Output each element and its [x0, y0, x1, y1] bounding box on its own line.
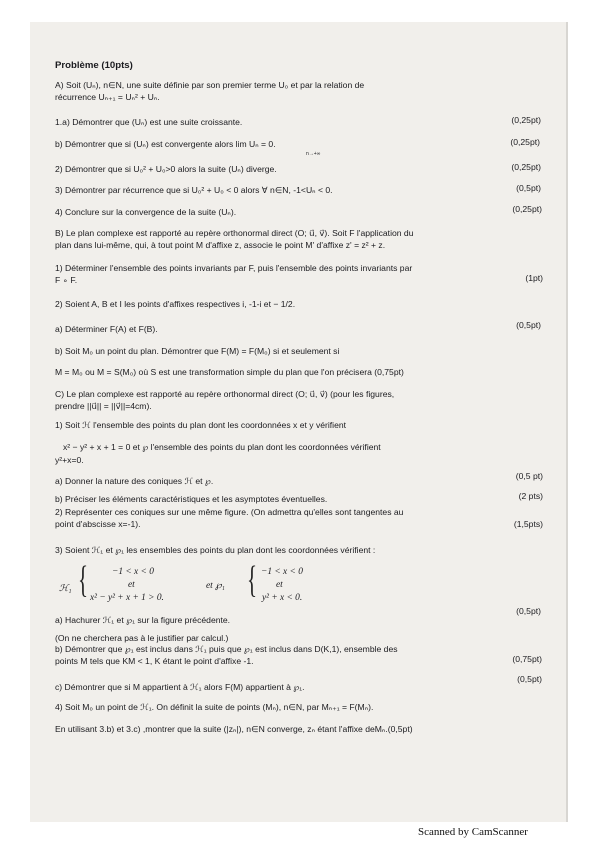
- text-line: A) Soit (Uₙ), n∈N, une suite définie par son premier terme U₀ et par la relation de: [55, 80, 365, 90]
- text-line: prendre ||u⃗|| = ||v⃗||=4cm).: [55, 401, 152, 411]
- points-label: (0,5 pt): [515, 471, 543, 481]
- brace-left: {: [78, 559, 89, 601]
- points-label: (0,5pt): [516, 320, 541, 330]
- question-4: 4) Conclure sur la convergence de la suite (Uₙ).: [55, 207, 237, 217]
- question-c1a: a) Donner la nature des coniques ℋ et ℘.: [55, 476, 214, 486]
- question-b2a: a) Déterminer F(A) et F(B).: [55, 324, 158, 334]
- question-c1b: b) Préciser les éléments caractéristiques et les asymptotes éventuelles.: [55, 494, 328, 504]
- text-line: (On ne cherchera pas à le justifier par calcul.): [55, 633, 229, 643]
- text-line: En utilisant 3.b) et 3.c) ,montrer que la suite (|zₙ|), n∈N converge, zₙ étant l'affixe deMₙ.(0,5pt): [55, 724, 413, 734]
- question-b1: 1) Déterminer l'ensemble des points invariants par F, puis l'ensemble des points invariants par: [55, 263, 413, 273]
- question-1b: b) Démontrer que si (Uₙ) est convergente alors lim Uₙ = 0.: [55, 139, 276, 149]
- system-p-row3: y² + x < 0.: [262, 593, 303, 603]
- problem-title: Problème (10pts): [55, 60, 133, 71]
- points-label: (1pt): [525, 273, 543, 283]
- text-line: points M tels que KM < 1, K étant le point d'affixe -1.: [55, 656, 254, 666]
- text-line: B) Le plan complexe est rapporté au repère orthonormal direct (O; u⃗, v⃗). Soit F l'application du: [55, 228, 414, 238]
- system-joiner: et ℘₁: [206, 581, 225, 591]
- text-line: plan dans lui-même, qui, à tout point M d'affixe z, associe le point M' d'affixe z' = z² + z.: [55, 240, 386, 250]
- question-3: 3) Démontrer par récurrence que si U₀² + U₀ < 0 alors ∀ n∈N, -1<Uₙ < 0.: [55, 185, 333, 195]
- scanner-footer: Scanned by CamScanner: [418, 826, 528, 838]
- system-h-row2: et: [128, 580, 135, 590]
- question-c4: 4) Soit M₀ un point de ℋ₁. On définit la suite de points (Mₙ), n∈N, par Mₙ₊₁ = F(Mₙ).: [55, 702, 374, 712]
- system-h-row1: −1 < x < 0: [112, 567, 154, 577]
- text-line: récurrence Uₙ₊₁ = Uₙ² + Uₙ.: [55, 92, 160, 102]
- limit-subscript: n→+∞: [306, 151, 321, 157]
- question-1a: 1.a) Démontrer que (Uₙ) est une suite croissante.: [55, 117, 243, 127]
- set-h1-label: ℋ₁: [59, 584, 72, 594]
- brace-right: {: [247, 559, 258, 601]
- system-h-row3: x² − y² + x + 1 > 0.: [90, 593, 164, 603]
- points-label: (0,5pt): [516, 183, 541, 193]
- text-line: F ∘ F.: [55, 275, 78, 285]
- question-c1: 1) Soit ℋ l'ensemble des points du plan dont les coordonnées x et y vérifient: [55, 420, 347, 430]
- points-label: (0,25pt): [511, 115, 541, 125]
- text-line: x² − y² + x + 1 = 0 et ℘ l'ensemble des points du plan dont les coordonnées vérifient: [63, 442, 381, 452]
- points-label: (0,5pt): [516, 606, 541, 616]
- system-p-row1: −1 < x < 0: [261, 567, 303, 577]
- question-c2: 2) Représenter ces coniques sur une même figure. (On admettra qu'elles sont tangentes au: [55, 507, 404, 517]
- question-c3b: b) Démontrer que ℘₁ est inclus dans ℋ₁ puis que ℘₁ est inclus dans D(K,1), ensemble des: [55, 644, 398, 654]
- text-line: y²+x=0.: [55, 455, 84, 465]
- points-label: (0,25pt): [512, 204, 542, 214]
- question-b2: 2) Soient A, B et I les points d'affixes respectives i, -1-i et − 1/2.: [55, 299, 296, 309]
- points-label: (0,5pt): [517, 674, 542, 684]
- system-p-row2: et: [276, 580, 283, 590]
- points-label: (0,75pt): [512, 654, 542, 664]
- question-c3c: c) Démontrer que si M appartient à ℋ₁ alors F(M) appartient à ℘₁.: [55, 682, 305, 692]
- question-c3a: a) Hachurer ℋ₁ et ℘₁ sur la figure précédente.: [55, 615, 231, 625]
- points-label: (2 pts): [518, 491, 543, 501]
- question-b2b: b) Soit M₀ un point du plan. Démontrer que F(M) = F(M₀) si et seulement si: [55, 346, 340, 356]
- question-2: 2) Démontrer que si U₀² + U₀>0 alors la suite (Uₙ) diverge.: [55, 164, 277, 174]
- text-line: M = M₀ ou M = S(M₀) où S est une transformation simple du plan que l'on précisera (0,75pt): [55, 367, 404, 377]
- points-label: (0,25pt): [510, 137, 540, 147]
- points-label: (0,25pt): [511, 162, 541, 172]
- points-label: (1,5pts): [513, 519, 543, 529]
- text-line: C) Le plan complexe est rapporté au repère orthonormal direct (O; u⃗, v⃗) (pour les figures,: [55, 389, 395, 399]
- text-line: point d'abscisse x=-1).: [55, 519, 141, 529]
- question-c3: 3) Soient ℋ₁ et ℘₁ les ensembles des points du plan dont les coordonnées vérifient :: [55, 545, 376, 555]
